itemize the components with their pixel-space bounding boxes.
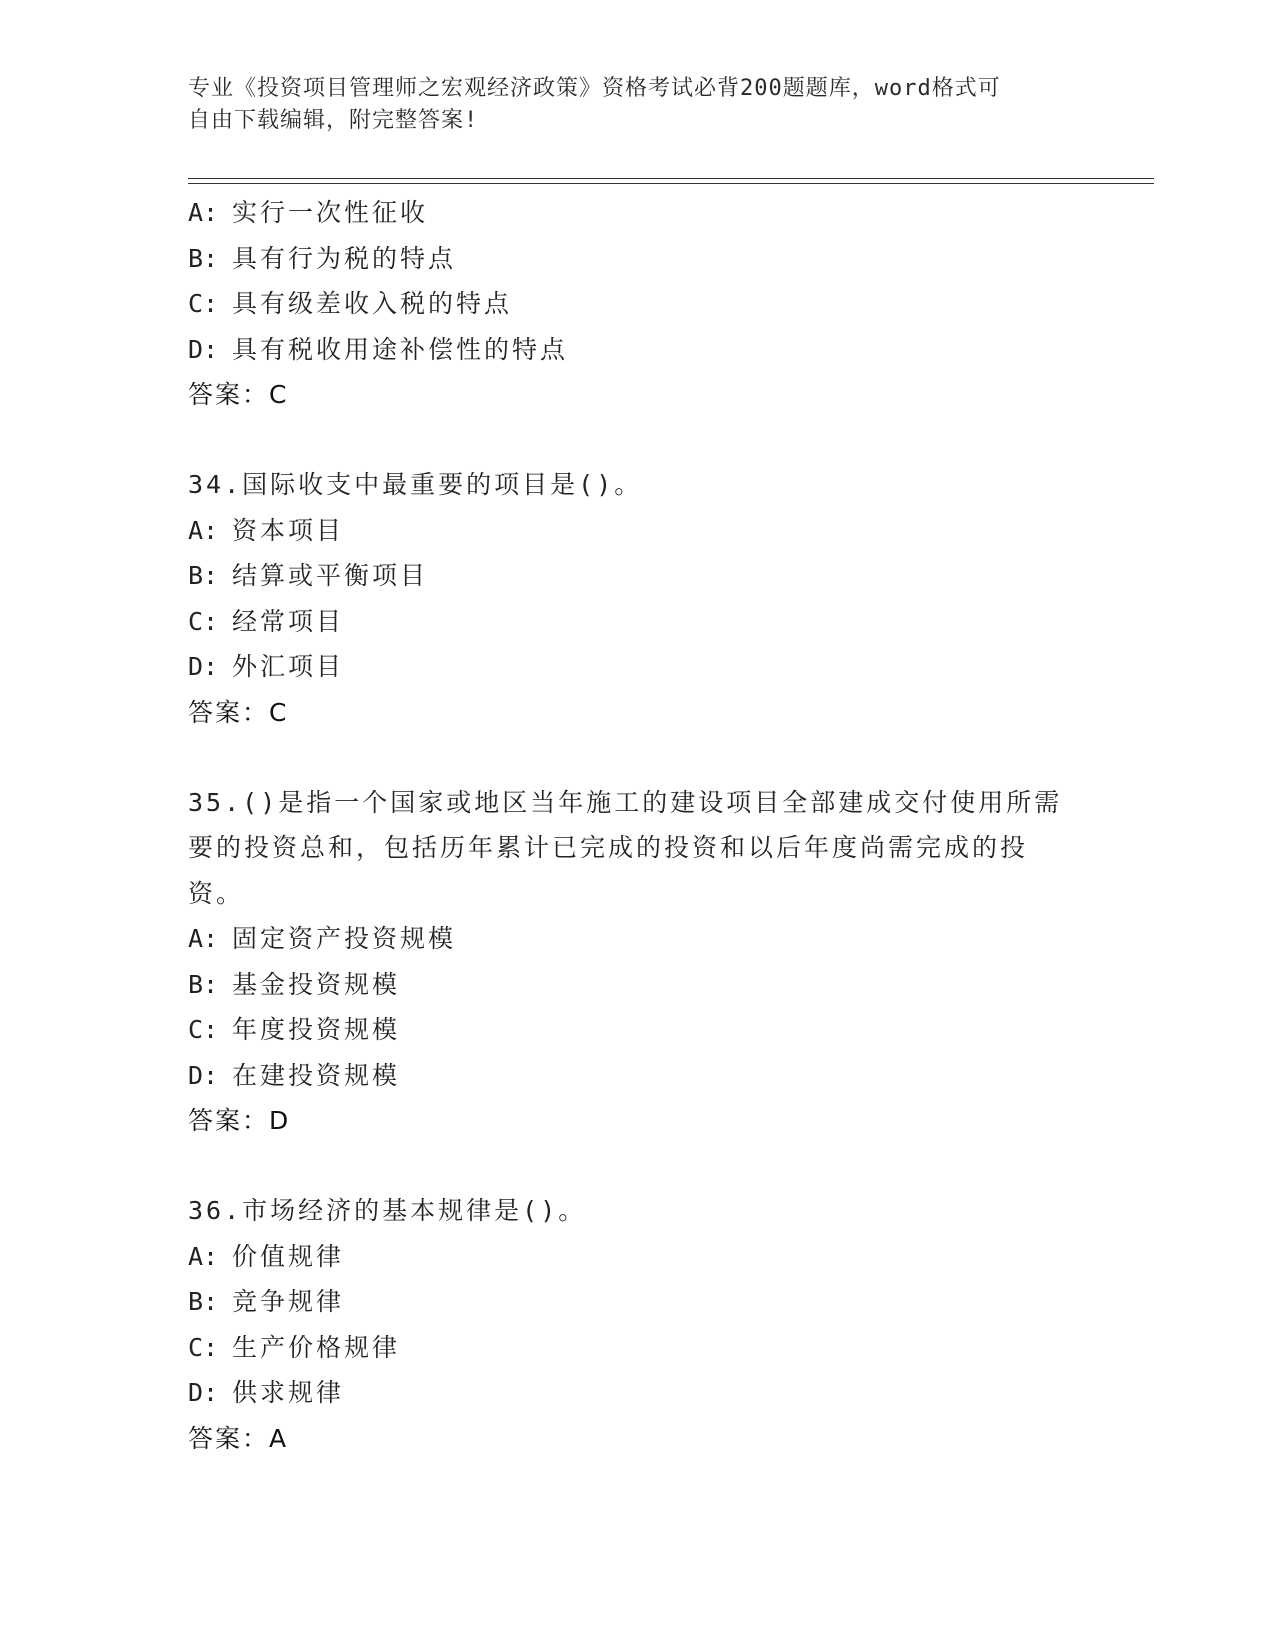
option-b <box>188 962 1088 1008</box>
option-key: A: <box>188 515 219 545</box>
option-key: C: <box>188 289 219 318</box>
option-text: 具有级差收入税的特点 <box>232 289 513 318</box>
spacer <box>188 736 1088 780</box>
option-key: C: <box>188 1015 219 1044</box>
option-b <box>188 236 1088 282</box>
option-text: 价值规律 <box>232 1241 345 1271</box>
question-block-36 <box>188 1188 1088 1462</box>
question-text-line-1: 35.()是指一个国家或地区当年施工的建设项目全部建成交付使用所需 <box>188 787 1063 817</box>
option-key: A: <box>188 1241 219 1271</box>
option-c <box>188 1325 1088 1371</box>
option-key: D: <box>188 334 219 364</box>
option-d <box>188 327 1088 373</box>
question-text-line-2: 要的投资总和，包括历年累计已完成的投资和以后年度尚需完成的投 <box>188 833 1029 862</box>
option-d <box>188 1053 1088 1099</box>
header-line-2: 自由下载编辑，附完整答案! <box>188 108 479 133</box>
spacer <box>188 1144 1088 1188</box>
option-text: 生产价格规律 <box>232 1332 401 1362</box>
option-text: 固定资产投资规模 <box>232 924 457 953</box>
option-text: 结算或平衡项目 <box>232 561 429 590</box>
option-b <box>188 553 1088 599</box>
option-key: B: <box>188 243 219 273</box>
option-text: 竞争规律 <box>232 1287 345 1316</box>
option-a <box>188 508 1088 554</box>
option-c <box>188 599 1088 645</box>
answer-line: 答案：A <box>188 1423 289 1453</box>
option-key: D: <box>188 1378 219 1407</box>
question-block-34 <box>188 462 1088 736</box>
question-text: 36.市场经济的基本规律是()。 <box>188 1196 587 1225</box>
option-text: 基金投资规模 <box>232 969 401 999</box>
option-key: B: <box>188 561 219 590</box>
option-c <box>188 281 1088 327</box>
option-a <box>188 916 1088 962</box>
option-key: A: <box>188 924 219 953</box>
header-divider-top <box>188 178 1154 179</box>
question-list <box>188 190 1088 1462</box>
option-text: 实行一次性征收 <box>232 198 429 227</box>
option-text: 供求规律 <box>232 1378 345 1407</box>
option-key: B: <box>188 1287 219 1316</box>
option-text: 年度投资规模 <box>232 1015 401 1044</box>
option-text: 具有行为税的特点 <box>232 243 457 273</box>
option-key: D: <box>188 652 219 681</box>
document-header <box>188 73 1068 137</box>
option-text: 经常项目 <box>232 606 345 636</box>
option-text: 在建投资规模 <box>232 1060 401 1090</box>
answer-line: 答案：C <box>188 697 289 727</box>
question-block-35 <box>188 780 1088 1145</box>
option-c <box>188 1007 1088 1053</box>
question-block-33 <box>188 190 1088 418</box>
answer-line: 答案：D <box>188 1106 291 1135</box>
question-text: 34.国际收支中最重要的项目是()。 <box>188 470 643 499</box>
option-a <box>188 1234 1088 1280</box>
option-text: 具有税收用途补偿性的特点 <box>232 334 569 364</box>
header-divider-bottom <box>188 183 1154 184</box>
option-key: D: <box>188 1060 219 1090</box>
option-a <box>188 190 1088 236</box>
option-d <box>188 1370 1088 1416</box>
spacer <box>188 418 1088 462</box>
option-b <box>188 1279 1088 1325</box>
option-d <box>188 644 1088 690</box>
header-line-1: 专业《投资项目管理师之宏观经济政策》资格考试必背200题题库，word格式可 <box>188 76 1001 101</box>
option-text: 资本项目 <box>232 515 345 545</box>
option-key: A: <box>188 198 219 227</box>
option-key: C: <box>188 606 219 636</box>
answer-line: 答案：C <box>188 380 289 409</box>
question-text-line-3: 资。 <box>188 878 245 908</box>
option-text: 外汇项目 <box>232 652 345 681</box>
option-key: B: <box>188 969 219 999</box>
option-key: C: <box>188 1332 219 1362</box>
